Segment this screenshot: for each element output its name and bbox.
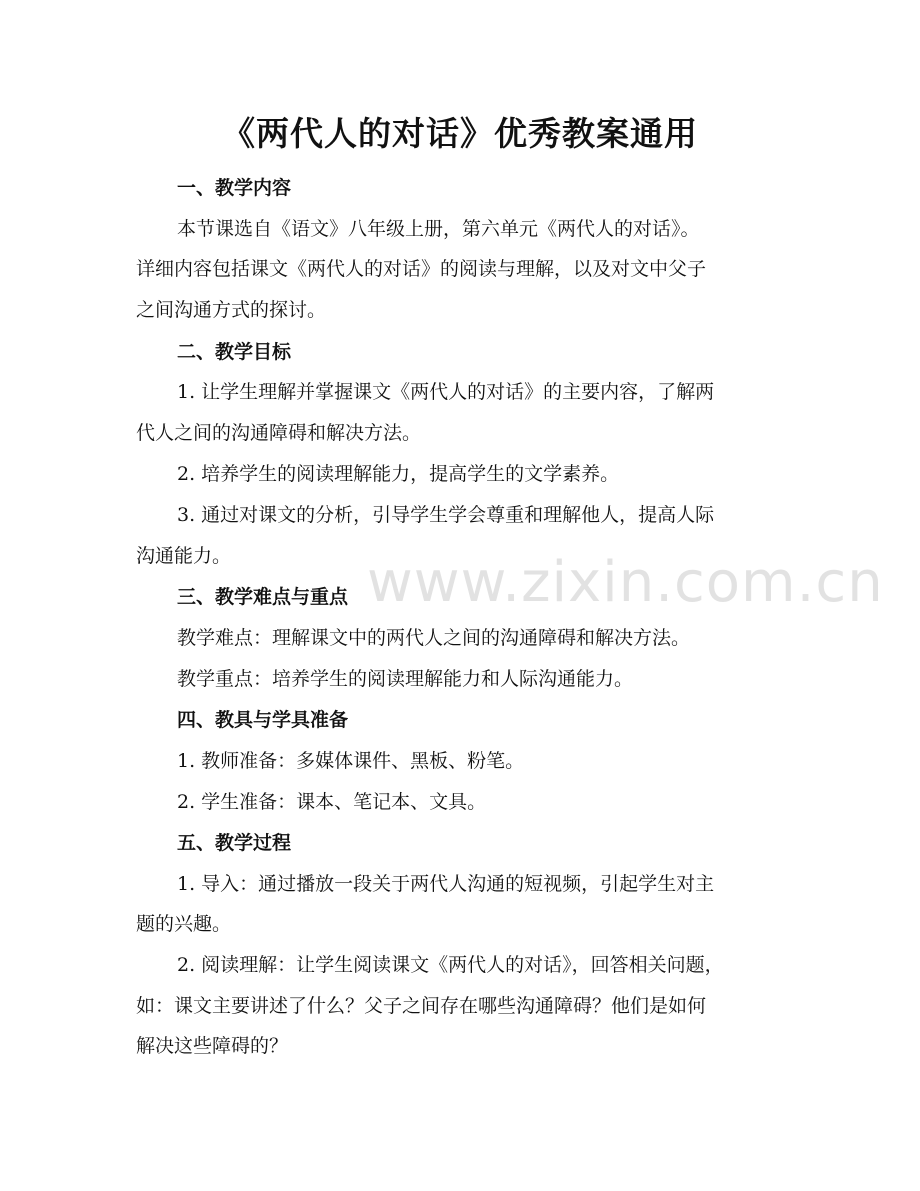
paragraph-line: 3. 通过对课文的分析，引导学生学会尊重和理解他人，提高人际 xyxy=(177,504,715,526)
section-heading-content: 一、教学内容 xyxy=(177,177,292,199)
paragraph-line: 2. 学生准备：课本、笔记本、文具。 xyxy=(177,791,487,813)
paragraph-line: 教学重点：培养学生的阅读理解能力和人际沟通能力。 xyxy=(177,668,634,690)
paragraph-line: 解决这些障碍的？ xyxy=(136,1035,289,1057)
section-heading-goals: 二、教学目标 xyxy=(177,341,292,363)
paragraph-line: 2. 阅读理解：让学生阅读课文《两代人的对话》，回答相关问题， xyxy=(177,954,724,976)
paragraph-line: 之间沟通方式的探讨。 xyxy=(136,299,327,321)
section-heading-difficulties: 三、教学难点与重点 xyxy=(177,586,349,608)
paragraph-line: 沟通能力。 xyxy=(136,545,232,567)
paragraph-line: 详细内容包括课文《两代人的对话》的阅读与理解，以及对文中父子 xyxy=(136,258,707,280)
paragraph-line: 如：课文主要讲述了什么？父子之间存在哪些沟通障碍？他们是如何 xyxy=(136,995,707,1017)
section-heading-process: 五、教学过程 xyxy=(177,832,292,854)
paragraph-line: 1. 教师准备：多媒体课件、黑板、粉笔。 xyxy=(177,750,525,772)
document-title: 《两代人的对话》优秀教案通用 xyxy=(222,114,698,153)
paragraph-line: 2. 培养学生的阅读理解能力，提高学生的文学素养。 xyxy=(177,463,620,485)
paragraph-line: 本节课选自《语文》八年级上册，第六单元《两代人的对话》。 xyxy=(177,218,700,240)
paragraph-line: 教学难点：理解课文中的两代人之间的沟通障碍和解决方法。 xyxy=(177,627,691,649)
paragraph-line: 1. 导入：通过播放一段关于两代人沟通的短视频，引起学生对主 xyxy=(177,873,715,895)
paragraph-line: 代人之间的沟通障碍和解决方法。 xyxy=(136,422,422,444)
paragraph-line: 1. 让学生理解并掌握课文《两代人的对话》的主要内容，了解两 xyxy=(177,381,715,403)
section-heading-materials: 四、教具与学具准备 xyxy=(177,709,349,731)
paragraph-line: 题的兴趣。 xyxy=(136,913,232,935)
watermark: www.zixin.com.cn xyxy=(367,550,884,615)
